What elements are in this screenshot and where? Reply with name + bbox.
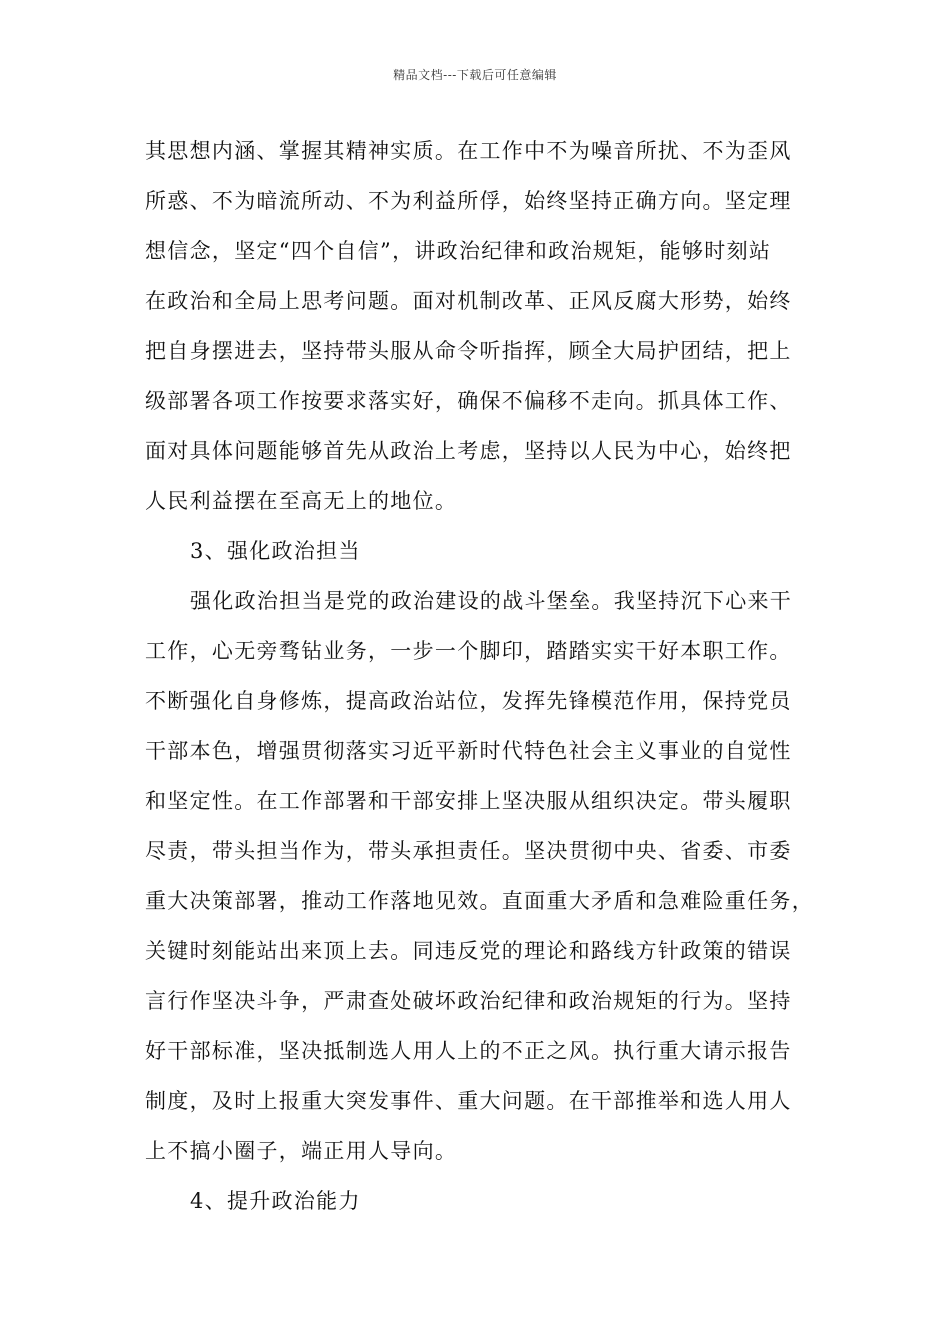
text-line: 面对具体问题能够首先从政治上考虑，坚持以人民为中心，始终把 xyxy=(145,439,792,463)
text-line: 工作，心无旁骛钻业务，一步一个脚印，踏踏实实干好本职工作。 xyxy=(145,639,792,663)
text-line: 关键时刻能站出来顶上去。同违反党的理论和路线方针政策的错误 xyxy=(145,939,792,963)
text-line: 想信念，坚定“四个自信”，讲政治纪律和政治规矩，能够时刻站 xyxy=(145,239,772,263)
text-line: 言行作坚决斗争，严肃查处破坏政治纪律和政治规矩的行为。坚持 xyxy=(145,989,792,1013)
text-line: 不断强化自身修炼，提高政治站位，发挥先锋模范作用，保持党员 xyxy=(145,689,792,713)
text-line: 干部本色，增强贯彻落实习近平新时代特色社会主义事业的自觉性 xyxy=(145,739,792,763)
text-line: 重大决策部署，推动工作落地见效。直面重大矛盾和急难险重任务， xyxy=(145,889,814,913)
text-line: 尽责，带头担当作为，带头承担责任。坚决贯彻中央、省委、市委 xyxy=(145,839,792,863)
text-line: 在政治和全局上思考问题。面对机制改革、正风反腐大形势，始终 xyxy=(145,289,792,313)
text-line: 和坚定性。在工作部署和干部安排上坚决服从组织决定。带头履职 xyxy=(145,789,792,813)
text-line: 好干部标准，坚决抵制选人用人上的不正之风。执行重大请示报告 xyxy=(145,1039,792,1063)
section-heading: 3、强化政治担当 xyxy=(190,539,361,563)
text-line: 上不搞小圈子，端正用人导向。 xyxy=(145,1139,458,1163)
text-line: 把自身摆进去，坚持带头服从命令听指挥，顾全大局护团结，把上 xyxy=(145,339,792,363)
text-line: 所惑、不为暗流所动、不为利益所俘，始终坚持正确方向。坚定理 xyxy=(145,189,792,213)
page-header: 精品文档---下载后可任意编辑 xyxy=(393,68,557,82)
text-line: 人民利益摆在至高无上的地位。 xyxy=(145,489,458,513)
text-line: 制度，及时上报重大突发事件、重大问题。在干部推举和选人用人 xyxy=(145,1089,792,1113)
text-line: 强化政治担当是党的政治建设的战斗堡垒。我坚持沉下心来干 xyxy=(190,589,793,613)
text-line: 其思想内涵、掌握其精神实质。在工作中不为噪音所扰、不为歪风 xyxy=(145,139,792,163)
text-line: 级部署各项工作按要求落实好，确保不偏移不走向。抓具体工作、 xyxy=(145,389,792,413)
section-heading: 4、提升政治能力 xyxy=(190,1189,361,1213)
